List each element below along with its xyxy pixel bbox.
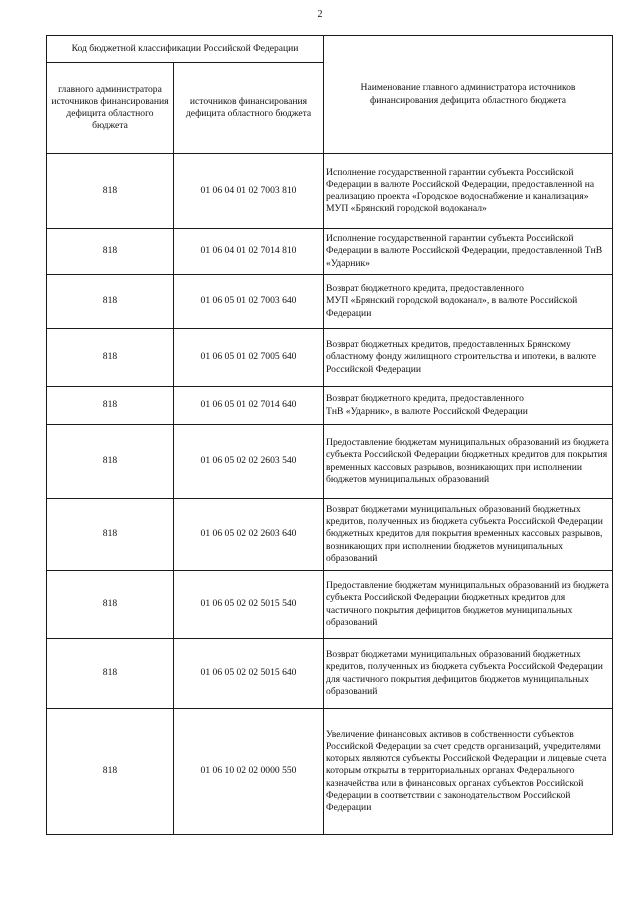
name-text: Предоставление бюджетам муниципальных образований из бюджета субъекта Российской Федерации бюджетных кредитов для покрытия временных кассовых разрывов, возникающих при исполнении бюджетов муниципальных образований	[326, 437, 609, 485]
table-row	[47, 329, 613, 387]
name-text: Возврат бюджетного кредита, предоставленного	[326, 283, 524, 295]
name-cell	[324, 639, 613, 709]
name-text-extra: МУП «Брянский городской водоканал»	[326, 203, 487, 215]
admin-code-cell: 818	[47, 499, 174, 571]
budget-code-cell: 01 06 10 02 02 0000 550	[174, 709, 324, 835]
header-administrator-name: Наименование главного администратора источников финансирования дефицита областного бюджета	[324, 36, 613, 154]
admin-code-cell: 818	[47, 387, 174, 425]
name-text: Исполнение государственной гарантии субъекта Российской Федерации в валюте Российской Федерации, предоставленной ТнВ «Ударник»	[326, 233, 603, 269]
admin-code-cell: 818	[47, 275, 174, 329]
name-cell	[324, 709, 613, 835]
admin-code-cell: 818	[47, 709, 174, 835]
budget-code-cell: 01 06 05 02 02 2603 640	[174, 499, 324, 571]
table-row	[47, 639, 613, 709]
budget-code-cell: 01 06 05 01 02 7014 640	[174, 387, 324, 425]
name-cell	[324, 387, 613, 425]
budget-classification-table	[46, 35, 613, 835]
admin-code-cell: 818	[47, 571, 174, 639]
budget-code-cell: 01 06 05 02 02 5015 540	[174, 571, 324, 639]
admin-code-cell: 818	[47, 639, 174, 709]
name-cell	[324, 499, 613, 571]
name-cell	[324, 229, 613, 275]
name-text-extra: МУП «Брянский городской водоканал», в валюте Российской Федерации	[326, 295, 578, 319]
table-row	[47, 387, 613, 425]
budget-code-cell: 01 06 04 01 02 7014 810	[174, 229, 324, 275]
name-cell	[324, 275, 613, 329]
budget-code-cell: 01 06 05 01 02 7005 640	[174, 329, 324, 387]
admin-code-cell: 818	[47, 329, 174, 387]
budget-code-cell: 01 06 05 02 02 5015 640	[174, 639, 324, 709]
name-cell	[324, 154, 613, 229]
budget-code-cell: 01 06 05 02 02 2603 540	[174, 425, 324, 499]
name-text: Исполнение государственной гарантии субъекта Российской Федерации в валюте Российской Федерации, предоставленной на реализацию проекта «Городское водоснабжение и канализация»	[326, 166, 595, 202]
budget-code-cell: 01 06 05 01 02 7003 640	[174, 275, 324, 329]
name-text: Возврат бюджетами муниципальных образований бюджетных кредитов, полученных из бюджета субъекта Российской Федерации бюджетных кредитов для покрытия временных кассовых разрывов, возникающих при исполнении бюджетов муниципальных образований	[326, 504, 603, 564]
name-text: Увеличение финансовых активов в собственности субъектов Российской Федерации за счет средств организаций, учредителями которых являются субъекты Российской Федерации и лицевые счета которым открыты в территориальных органах Федерального казначейства или в финансовых органах субъектов Российской Федерации в соответствии с законодательством Российской Федерации	[326, 729, 607, 813]
name-text-extra: ТнВ «Ударник», в валюте Российской Федерации	[326, 405, 528, 417]
name-cell	[324, 329, 613, 387]
name-cell	[324, 571, 613, 639]
page-number: 2	[317, 9, 323, 20]
name-text: Предоставление бюджетам муниципальных образований из бюджета субъекта Российской Федерации бюджетных кредитов для частичного покрытия дефицитов бюджетов муниципальных образований	[326, 580, 609, 628]
table-row	[47, 154, 613, 229]
name-text: Возврат бюджетами муниципальных образований бюджетных кредитов, полученных из бюджета субъекта Российской Федерации для частичного покрытия дефицитов бюджетов муниципальных образований	[326, 649, 603, 697]
name-cell	[324, 425, 613, 499]
admin-code-cell: 818	[47, 425, 174, 499]
table-row	[47, 499, 613, 571]
header-row-top	[47, 36, 613, 63]
header-classification-code: Код бюджетной классификации Российской Федерации	[47, 36, 324, 63]
budget-code-cell: 01 06 04 01 02 7003 810	[174, 154, 324, 229]
table-row	[47, 229, 613, 275]
admin-code-cell: 818	[47, 229, 174, 275]
header-main-administrator: главного администратора источников финансирования дефицита областного бюджета	[47, 63, 174, 154]
table-row	[47, 709, 613, 835]
name-text: Возврат бюджетного кредита, предоставленного	[326, 393, 524, 405]
header-financing-source: источников финансирования дефицита областного бюджета	[174, 63, 324, 154]
admin-code-cell: 818	[47, 154, 174, 229]
name-text: Возврат бюджетных кредитов, предоставленных Брянскому областному фонду жилищного строительства и ипотеки, в валюте Российской Федерации	[326, 339, 596, 375]
table-row	[47, 275, 613, 329]
table-row	[47, 425, 613, 499]
table-row	[47, 571, 613, 639]
